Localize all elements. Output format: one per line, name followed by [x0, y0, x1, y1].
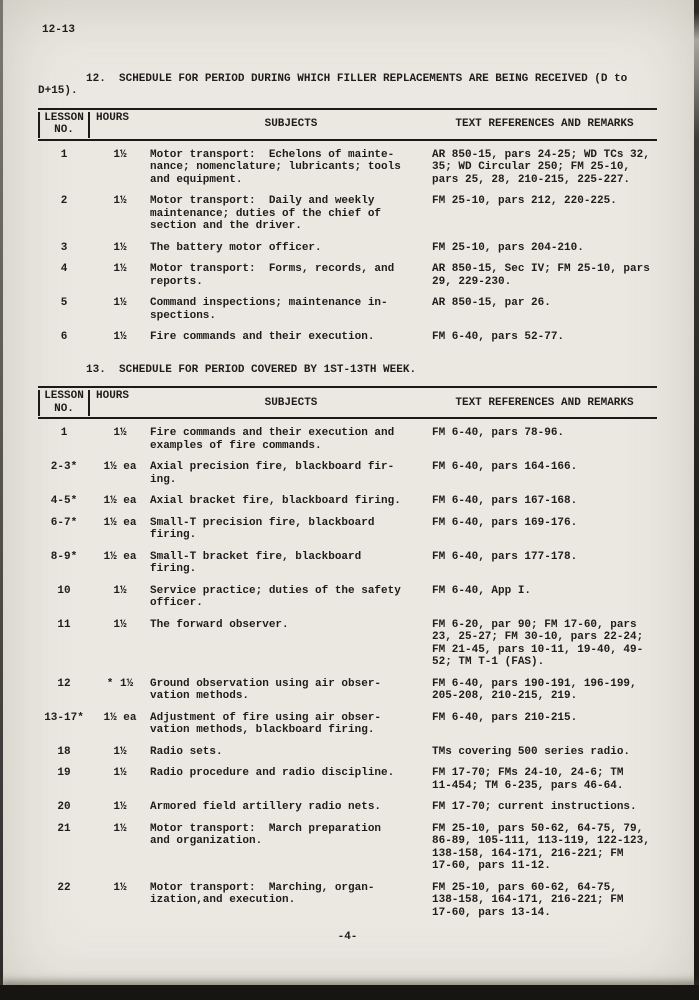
table-row [38, 678, 657, 703]
schedule-table-weeks-1-13 [38, 386, 657, 919]
table-row [38, 263, 657, 288]
cell-hours: 1½ [113, 195, 127, 207]
table-row [38, 712, 657, 737]
cell-lesson: 11 [57, 618, 71, 631]
heading-line: 12. SCHEDULE FOR PERIOD DURING WHICH FILLER REPLACEMENTS ARE BEING RECEIVED (D to [86, 72, 628, 85]
cell-lesson: 4-5* [50, 495, 78, 507]
column-header-hours: HOURS [96, 390, 130, 402]
cell-refs: FM 25-10, pars 212, 220-225. [432, 195, 617, 207]
section-12-heading [38, 73, 657, 98]
heading-line: 13. SCHEDULE FOR PERIOD COVERED BY 1ST-13TH WEEK. [86, 363, 417, 376]
cell-refs: FM 17-70; current instructions. [432, 801, 637, 813]
column-header-subjects: SUBJECTS [264, 118, 318, 131]
cell-lesson: 6-7* [50, 516, 78, 529]
table-row [38, 746, 657, 759]
cell-hours: 1½ [113, 822, 127, 835]
cell-lesson: 18 [57, 745, 71, 758]
heading-line: D+15). [38, 85, 78, 97]
cell-subject: Radio sets. [150, 745, 223, 758]
table-body [38, 419, 657, 919]
cell-subject: Motor transport: Echelons of mainte- nance; nomenclature; lubricants; tools and equipment. [150, 148, 401, 186]
cell-hours: 1½ [113, 331, 127, 343]
scan-edge-bottom [0, 985, 699, 1000]
cell-hours: 1½ [113, 801, 127, 813]
cell-refs: AR 850-15, Sec IV; FM 25-10, pars 29, 229-230. [432, 263, 650, 288]
cell-lesson: 22 [57, 881, 71, 894]
cell-subject: Motor transport: Daily and weekly maintenance; duties of the chief of section and the driver. [150, 195, 382, 232]
table-row [38, 882, 657, 920]
table-row [38, 149, 657, 187]
table-row [38, 551, 657, 576]
cell-hours: 1½ ea [103, 550, 137, 563]
cell-subject: Motor transport: Forms, records, and reports. [150, 263, 395, 288]
cell-hours: 1½ ea [103, 711, 137, 724]
cell-lesson: 13-17* [44, 711, 84, 724]
table-row [38, 801, 657, 814]
cell-subject: Fire commands and their execution. [150, 331, 375, 343]
cell-hours: 1½ [113, 745, 127, 758]
table-header-row [38, 110, 657, 141]
cell-refs: FM 25-10, pars 50-62, 64-75, 79, 86-89, 105-111, 113-119, 122-123, 138-158, 164-171, 216-221; FM 17-60, pars 11-12. [432, 822, 650, 872]
cell-lesson: 21 [57, 822, 71, 835]
table-row [38, 331, 657, 344]
column-header-references: TEXT REFERENCES AND REMARKS [455, 396, 634, 409]
cell-lesson: 5 [60, 297, 68, 309]
cell-hours: 1½ [113, 767, 127, 779]
cell-subject: Motor transport: Marching, organ- ization,and execution. [150, 881, 375, 906]
table-header-row [38, 388, 657, 419]
cell-lesson: 2 [60, 195, 68, 207]
cell-subject: Radio procedure and radio discipline. [150, 767, 395, 779]
cell-refs: FM 6-40, pars 52-77. [432, 331, 565, 343]
table-row [38, 242, 657, 255]
cell-hours: * 1½ [106, 677, 134, 690]
table-row [38, 427, 657, 452]
cell-hours: 1½ [113, 881, 127, 894]
cell-refs: FM 6-20, par 90; FM 17-60, pars 23, 25-27; FM 30-10, pars 22-24; FM 21-45, pars 10-11, 19-40, 49- 52; TM T-1 (FAS). [432, 618, 644, 668]
cell-subject: Axial precision fire, blackboard fir- ing. [150, 461, 395, 486]
cell-lesson: 6 [60, 331, 68, 343]
cell-subject: Small-T bracket fire, blackboard firing. [150, 550, 362, 575]
cell-subject: Axial bracket fire, blackboard firing. [150, 495, 401, 507]
cell-subject: Service practice; duties of the safety officer. [150, 584, 401, 609]
cell-hours: 1½ [113, 618, 127, 631]
cell-refs: FM 6-40, App I. [432, 584, 532, 597]
cell-subject: Armored field artillery radio nets. [150, 801, 382, 813]
cell-refs: AR 850-15, pars 24-25; WD TCs 32, 35; WD Circular 250; FM 25-10, pars 25, 28, 210-215, 225-227. [432, 148, 650, 186]
section-13 [38, 364, 657, 920]
cell-refs: FM 17-70; FMs 24-10, 24-6; TM 11-454; TM 6-235, pars 46-64. [432, 767, 624, 792]
cell-lesson: 8-9* [50, 550, 78, 563]
cell-refs: FM 6-40, pars 167-168. [432, 495, 578, 507]
cell-refs: FM 6-40, pars 177-178. [432, 550, 578, 563]
cell-subject: Ground observation using air obser- vation methods. [150, 677, 382, 702]
table-row [38, 767, 657, 792]
cell-hours: 1½ [113, 263, 127, 275]
cell-lesson: 4 [60, 263, 68, 275]
cell-hours: 1½ ea [103, 516, 137, 529]
cell-hours: 1½ [113, 148, 127, 161]
cell-hours: 1½ [113, 584, 127, 597]
cell-lesson: 1 [60, 427, 68, 439]
section-13-heading [38, 364, 657, 377]
schedule-table-filler-period [38, 108, 657, 344]
cell-lesson: 1 [60, 148, 68, 161]
table-row [38, 585, 657, 610]
cell-hours: 1½ [113, 297, 127, 309]
cell-refs: FM 25-10, pars 60-62, 64-75, 138-158, 164-171, 216-221; FM 17-60, pars 13-14. [432, 881, 624, 919]
cell-refs: TMs covering 500 series radio. [432, 745, 631, 758]
cell-subject: Adjustment of fire using air obser- vation methods, blackboard firing. [150, 711, 382, 736]
cell-refs: AR 850-15, par 26. [432, 297, 551, 309]
cell-subject: Small-T precision fire, blackboard firing. [150, 516, 375, 541]
cell-subject: Fire commands and their execution and examples of fire commands. [150, 427, 395, 452]
table-row [38, 297, 657, 322]
column-header-subjects: SUBJECTS [264, 396, 318, 409]
cell-hours: 1½ ea [103, 495, 137, 507]
table-body [38, 141, 657, 344]
table-row [38, 195, 657, 233]
table-row [38, 823, 657, 873]
cell-hours: 1½ [113, 241, 127, 254]
cell-subject: The battery motor officer. [150, 241, 322, 254]
cell-hours: 1½ ea [103, 461, 137, 473]
cell-hours: 1½ [113, 427, 127, 439]
cell-lesson: 19 [57, 767, 71, 779]
cell-lesson: 3 [60, 241, 68, 254]
cell-refs: FM 25-10, pars 204-210. [432, 241, 584, 254]
cell-refs: FM 6-40, pars 210-215. [432, 711, 578, 724]
cell-subject: Motor transport: March preparation and organization. [150, 822, 382, 847]
cell-refs: FM 6-40, pars 169-176. [432, 516, 578, 529]
section-12 [38, 73, 657, 344]
column-header-references: TEXT REFERENCES AND REMARKS [455, 118, 634, 131]
column-header-hours: HOURS [96, 111, 130, 124]
cell-refs: FM 6-40, pars 190-191, 196-199, 205-208, 210-215, 219. [432, 677, 637, 702]
cell-lesson: 10 [57, 584, 71, 597]
table-row [38, 619, 657, 669]
cell-lesson: 2-3* [50, 461, 78, 473]
page-corner-label: 12-13 [42, 24, 76, 36]
cell-refs: FM 6-40, pars 164-166. [432, 461, 578, 473]
page-number: -4- [337, 931, 358, 943]
column-header-lesson-no: LESSON NO. [38, 390, 90, 416]
table-row [38, 517, 657, 542]
table-row [38, 495, 657, 508]
cell-lesson: 20 [57, 801, 71, 813]
cell-refs: FM 6-40, pars 78-96. [432, 427, 565, 439]
cell-subject: Command inspections; maintenance in- spections. [150, 297, 388, 322]
column-header-lesson-no: LESSON NO. [38, 112, 90, 138]
cell-lesson: 12 [57, 677, 71, 690]
cell-subject: The forward observer. [150, 618, 289, 631]
table-row [38, 461, 657, 486]
